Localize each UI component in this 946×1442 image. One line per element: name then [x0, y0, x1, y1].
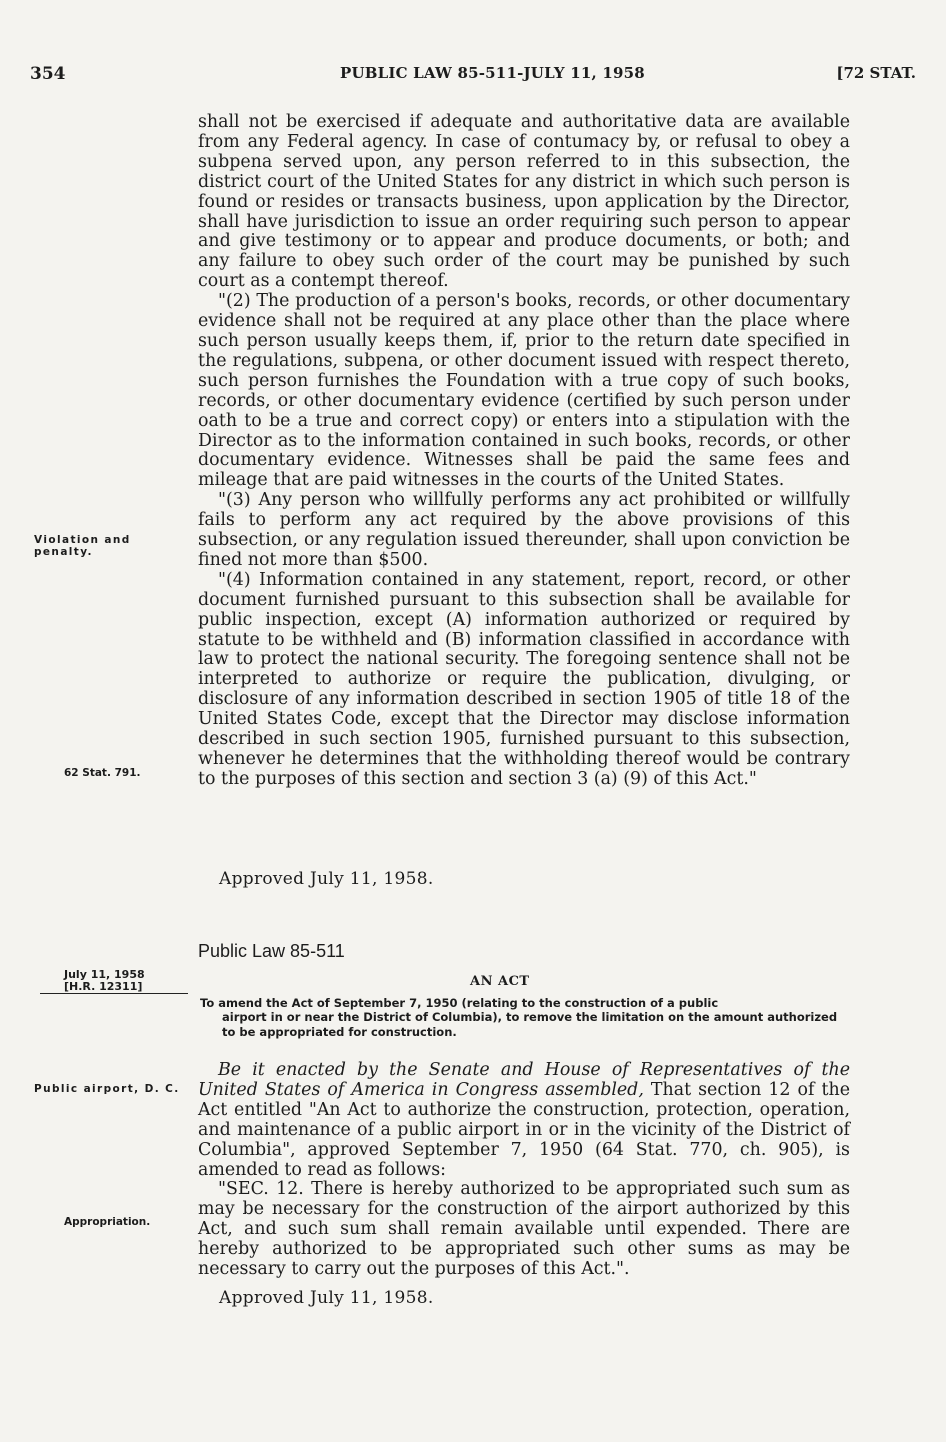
summary-first-line: To amend the Act of September 7, 1950 (relating to the construction of a public: [200, 996, 719, 1010]
page-number: 354: [30, 64, 66, 84]
section-12-paragraph: "SEC. 12. There is hereby authorized to be appropriated such sum as may be necessary for the construction of the airport authorized by this Act, and such sum shall remain available until expended. There are hereby authorized to be appropriated such other sums as may be necessary to carry out the purposes of this Act.".: [198, 1179, 850, 1280]
public-law-heading: Public Law 85-511: [198, 941, 345, 961]
summary-continuation: airport in or near the District of Columbia), to remove the limitation on the amount authorized to be appropriated for construction.: [222, 1010, 838, 1039]
margin-note-bill-number: [H.R. 12311]: [64, 980, 143, 993]
paragraph-2: "(2) The production of a person's books, records, or other documentary evidence shall not be required at any place other than the place where such person usually keeps them, if, prior to the return date specified in the regulations, subpena, or other document issued with respect thereto, such person furnishes the Foundation with a true copy of such books, records, or other documentary evidence (certified by such person under oath to be a true and correct copy) or enters into a stipulation with the Director as to the information contained in such books, records, or other documentary evidence. Witnesses shall be paid the same fees and mileage that are paid witnesses in the courts of the United States.: [198, 291, 850, 491]
enacting-paragraph: [198, 1061, 850, 1180]
approval-line-1: Approved July 11, 1958.: [219, 869, 434, 889]
paragraph-3: "(3) Any person who willfully performs any act prohibited or willfully fails to perform any act required by the above provisions of this subsection, or any regulation issued thereunder, shall upon conviction be fined not more than $500.: [198, 490, 850, 570]
approval-line-2: Approved July 11, 1958.: [219, 1288, 434, 1308]
running-title: PUBLIC LAW 85-511-JULY 11, 1958: [340, 64, 645, 82]
enacting-body: That section 12 of the Act entitled "An Act to authorize the construction, protection, operation, and maintenance of a public airport in or in the vicinity of the District of Columbia", approved September 7, 1950 (64 Stat. 770, ch. 905), is amended to read as follows:: [198, 1079, 850, 1180]
paragraph-continuation: shall not be exercised if adequate and authoritative data are available from any Federal agency. In case of contumacy by, or refusal to obey a subpena served upon, any person referred to in this subsection, the district court of the United States for any district in which such person is found or resides or transacts business, upon application by the Director, shall have jurisdiction to issue an order requiring such person to appear and give testimony or to appear and produce documents, or both; and any failure to obey such order of the court may be punished by such court as a contempt thereof.: [198, 112, 850, 292]
statute-reference: [72 STAT.: [836, 64, 916, 82]
margin-note-appropriation: Appropriation.: [64, 1216, 151, 1228]
an-act-label: AN ACT: [470, 974, 530, 989]
divider-rule: [40, 993, 188, 994]
enacting-text: [198, 1061, 850, 1280]
page-header: [30, 64, 916, 90]
margin-note-violation: Violation and penalty.: [34, 534, 131, 558]
margin-note-bill-date: July 11, 1958: [64, 968, 145, 981]
margin-note-62-stat: 62 Stat. 791.: [64, 767, 141, 779]
margin-note-public-airport: Public airport, D. C.: [34, 1083, 180, 1095]
paragraph-4: "(4) Information contained in any statement, report, record, or other document furnished pursuant to this subsection shall be available for public inspection, except (A) information authorized or required by statute to be withheld and (B) information classified in accordance with law to protect the national security. The foregoing sentence shall not be interpreted to authorize or require the publication, divulging, or disclosure of any information described in section 1905 of title 18 of the United States Code, except that the Director may disclose information described in such section 1905, furnished pursuant to this subsection, whenever he determines that the withholding thereof would be contrary to the purposes of this section and section 3 (a) (9) of this Act.": [198, 569, 850, 789]
act-summary: [200, 996, 850, 1039]
enacting-clause: Be it enacted by the Senate and House of Representatives of the United States of America in Congress assembled,: [198, 1060, 850, 1100]
section-text: [198, 113, 850, 790]
